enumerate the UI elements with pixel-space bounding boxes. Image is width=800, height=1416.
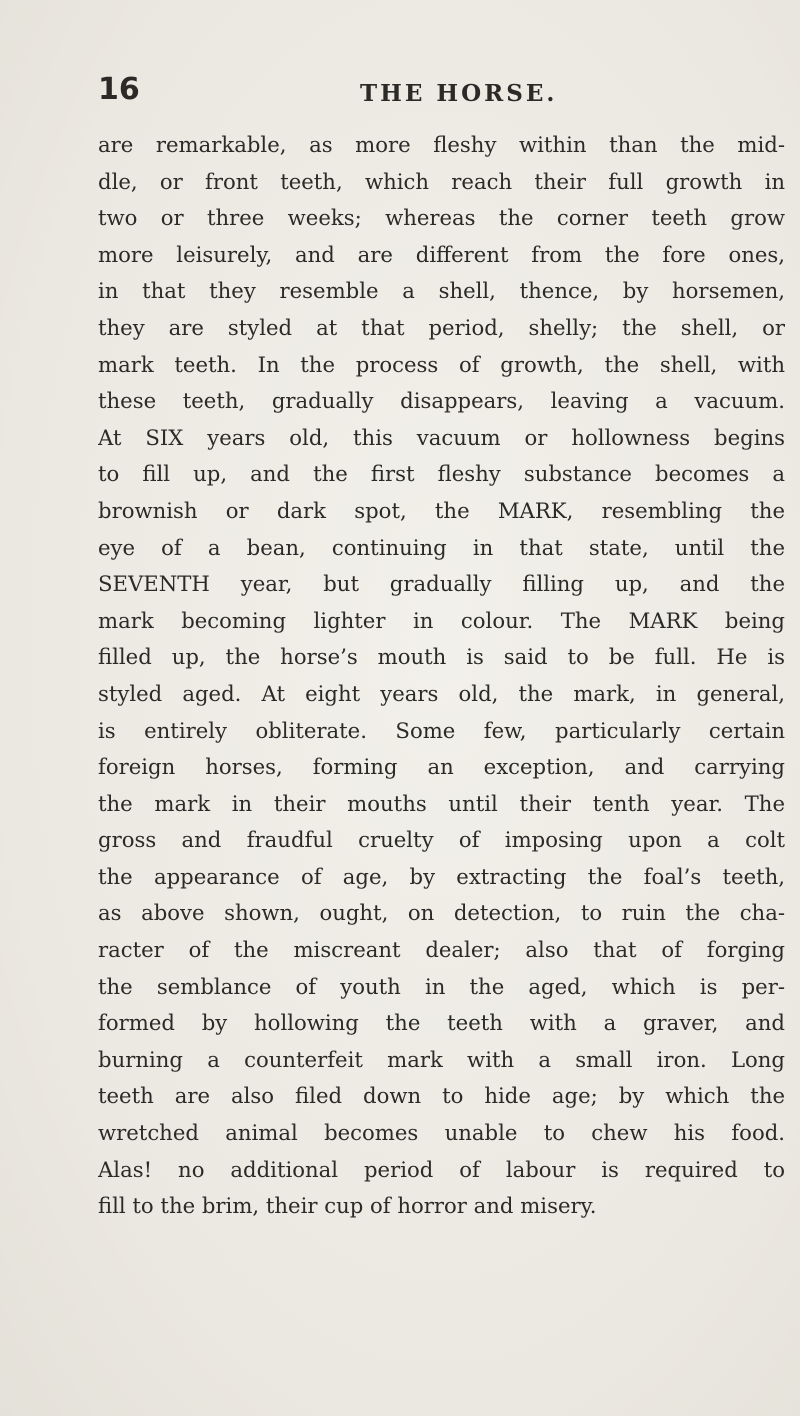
text-line: gross and fraudful cruelty of imposing upon a colt	[98, 827, 785, 853]
text-line: they are styled at that period, shelly; the shell, or	[98, 314, 785, 340]
text-line: formed by hollowing the teeth with a graver, and	[98, 1010, 785, 1036]
text-line: filled up, the horse’s mouth is said to be full. He is	[98, 644, 785, 670]
text-line: the semblance of youth in the aged, which is per-	[98, 973, 785, 999]
running-title: THE HORSE.	[360, 80, 558, 107]
text-line: fill to the brim, their cup of horror and misery.	[98, 1193, 597, 1219]
text-line: two or three weeks; whereas the corner teeth grow	[98, 205, 785, 231]
text-line: racter of the miscreant dealer; also that of forging	[98, 937, 785, 963]
text-line: Alas! no additional period of labour is required to	[98, 1156, 785, 1182]
text-line: is entirely obliterate. Some few, particularly certain	[98, 717, 785, 743]
body-text	[98, 127, 785, 1225]
page-number: 16	[98, 72, 140, 107]
text-line: SEVENTH year, but gradually filling up, and the	[98, 571, 785, 597]
text-line: foreign horses, forming an exception, and carrying	[98, 754, 785, 780]
text-line: mark becoming lighter in colour. The MARK being	[98, 607, 785, 633]
text-line: as above shown, ought, on detection, to ruin the cha-	[98, 900, 785, 926]
text-line: in that they resemble a shell, thence, by horsemen,	[98, 278, 785, 304]
text-line: are remarkable, as more fleshy within than the mid-	[98, 132, 785, 157]
text-line: burning a counterfeit mark with a small iron. Long	[98, 1046, 785, 1072]
running-head	[98, 72, 740, 116]
text-line: dle, or front teeth, which reach their full growth in	[98, 168, 785, 194]
text-line: mark teeth. In the process of growth, the shell, with	[98, 351, 785, 377]
text-line: the mark in their mouths until their tenth year. The	[98, 790, 785, 816]
text-line: styled aged. At eight years old, the mark, in general,	[98, 680, 785, 706]
text-line: teeth are also filed down to hide age; by which the	[98, 1083, 785, 1109]
text-line: the appearance of age, by extracting the foal’s teeth,	[98, 863, 785, 889]
text-line: more leisurely, and are different from the fore ones,	[98, 241, 785, 267]
text-line: brownish or dark spot, the MARK, resembling the	[98, 497, 785, 523]
text-line: to fill up, and the first fleshy substance becomes a	[98, 461, 785, 487]
text-line: eye of a bean, continuing in that state, until the	[98, 534, 785, 560]
text-line: these teeth, gradually disappears, leaving a vacuum.	[98, 388, 785, 414]
text-line: At SIX years old, this vacuum or hollowness begins	[98, 424, 785, 450]
text-line: wretched animal becomes unable to chew his food.	[98, 1120, 785, 1146]
